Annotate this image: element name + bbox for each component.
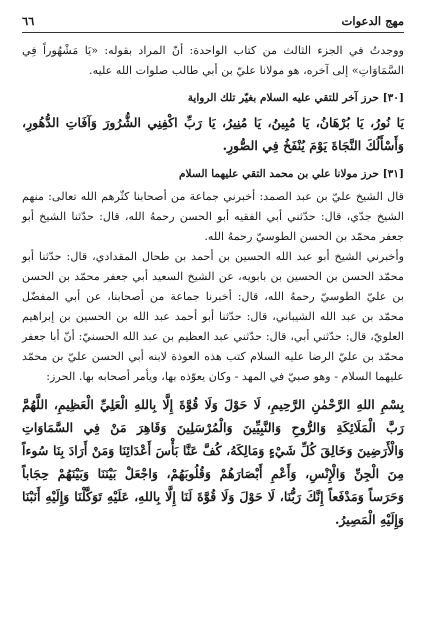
intro-paragraph: ووجدتُ في الجزء الثالث من كتاب الواحدة: أنّ المراد بقوله: «يَا مَشْهُوراً فِي السَّمَاوَاتِ» إلى آخره، هو مولانا عليّ بن أبي طالب صلوات الله عليه.: [22, 44, 404, 77]
section-30-heading: [٣٠] حرز آخر للتقي عليه السلام بغيّر تلك الرواية: [187, 92, 404, 104]
section-31-paragraph-1: قال الشيخ عليّ بن عبد الصمد: أخبرني جماعة من أصحابنا كثّرهم الله تعالى: منهم الشيخ جدّي، قال: حدّثني أبي الفقيه أبو الحسن رحمهُ الله، قال: حدّثنا الشيخ أبو جعفر محمّد بن الحسن الطوسيّ رحمهُ الله.: [22, 190, 404, 243]
header-rule: [22, 32, 404, 33]
section-31-prayer: بِسْمِ اللهِ الرَّحْمٰنِ الرَّحِيمِ، لَا حَوْلَ وَلَا قُوَّةَ إِلَّا بِاللهِ الْعَلِيِّ الْعَظِيمِ، اللَّهُمَّ رَبَّ الْمَلَائِكَةِ وَالرُّوحِ وَالنَّبِيِّينَ وَالْمُرْسَلِينَ وَقَاهِرَ مَنْ فِي السَّمَاوَاتِ وَالْأَرَضِينَ وَخَالِقَ كُلِّ شَيْءٍ وَمَالِكَهُ، كُفَّ عَنَّا بَأْسَ أَعْدَائِنَا وَمَنْ أَرَادَ بِنَا سُوءاً مِنَ الْجِنِّ وَالْإِنْسِ، وَأَعْمِ أَبْصَارَهُمْ وَقُلُوبَهُمْ، وَاجْعَلْ بَيْنَنَا وَبَيْنَهُمْ حِجَاباً وَحَرَساً وَمَدْفَعاً إِنَّكَ رَبُّنَا، لَا حَوْلَ وَلَا قُوَّةَ لَنَا إِلَّا بِاللهِ، عَلَيْهِ تَوَكَّلْنَا وَإِلَيْهِ أَنَبْنَا وَإِلَيْهِ الْمَصِيرُ.: [22, 397, 404, 527]
page-number: ٦٦: [22, 14, 35, 28]
section-31-paragraph-2: وأخبرني الشيخ أبو عبد الله الحسين بن أحمد بن طحال المقدادي، قال: حدّثنا أبو محمّد الحسن بن الحسين بن بابويه، عن الشيخ السعيد أبي جعفر محمّد بن الحسن بن عليّ الطوسيّ رحمهُ الله، قال: أخبرنا جماعة من أصحابنا، عن أبي المفضّل محمّد بن عبد الله الشيباني، قال: حدّثنا أبو أحمد عبد الله بن الحسين بن إبراهيم العلويّ، قال: حدّثني أبي، قال: حدّثني عبد العظيم بن عبد الله الحسنيّ: أنّ أبا جعفر محمّد بن عليّ الرضا عليه السلام كتب هذه العوذة لابنه أبي الحسن عليّ بن محمّد عليهما السلام - وهو صبيّ في المهد - وكان يعوّذه بها، ويأمر أصحابه بها. الحرز:: [22, 250, 404, 383]
section-30-prayer: يَا نُورُ، يَا بُرْهَانُ، يَا مُبِينُ، يَا مُنِيرُ، يَا رَبِّ اكْفِنِي الشُّرُورَ وَآفَاتِ الدُّهُورِ، وَأَسْأَلُكَ النَّجَاةَ يَوْمَ يُنْفَخُ فِي الصُّورِ.: [22, 115, 404, 153]
document-page: [22, 14, 404, 618]
running-title: مهج الدعوات: [341, 14, 404, 28]
section-31-heading: [٣١] حرز مولانا علي بن محمد التقي عليهما السلام: [179, 168, 404, 180]
page-header: [22, 14, 404, 30]
